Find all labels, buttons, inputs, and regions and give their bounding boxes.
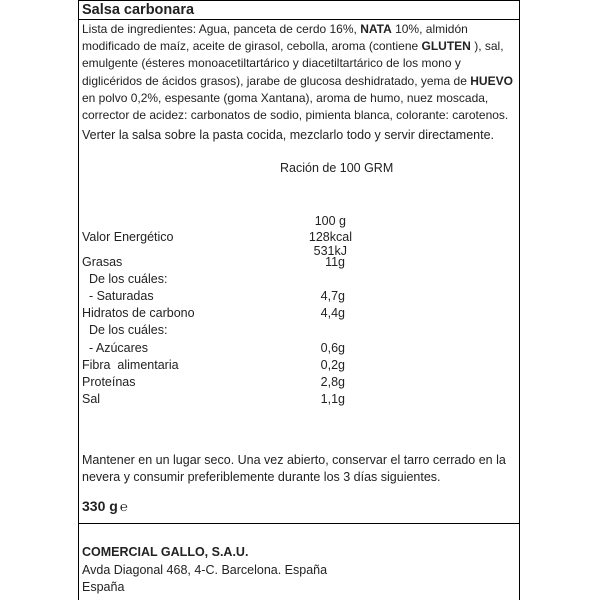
nutrient-value: 0,2g: [320, 357, 345, 372]
nutrient-value: 11g: [325, 255, 345, 269]
top-rule: [79, 0, 519, 1]
ingredients-text: ), sal,: [470, 39, 504, 54]
ingredients-line: [82, 107, 513, 124]
product-title: Salsa carbonara: [82, 2, 195, 18]
portion-text: Ración de 100 GRM: [280, 161, 394, 175]
company-country: España: [82, 580, 125, 594]
nutrient-label: Sal: [82, 391, 101, 406]
net-weight-value: 330 g: [82, 498, 118, 514]
ingredients-text: corrector de acidez: carbonatos de sodio, pimienta blanca, colorante: carotenos.: [82, 108, 509, 123]
nutrient-label: De los cuáles:: [82, 272, 168, 287]
estimated-mark-icon: ℮: [119, 499, 128, 514]
column-header: 100 g: [314, 214, 346, 228]
title-rule: [79, 19, 519, 20]
ingredients-line: [82, 73, 513, 90]
label-frame: [78, 0, 520, 600]
company-name: COMERCIAL GALLO, S.A.U.: [82, 545, 249, 559]
instructions-text: Verter la salsa sobre la pasta cocida, mezclarlo todo y servir directamente.: [82, 128, 494, 142]
allergen-text: HUEVO: [470, 73, 513, 88]
nutrient-label: - Saturadas: [82, 289, 154, 304]
company-rule: [79, 523, 519, 524]
nutrient-label: De los cuáles:: [82, 323, 168, 338]
ingredients-text: modificado de maíz, aceite de girasol, cebolla, aroma (contiene: [82, 39, 422, 54]
net-weight: [82, 498, 128, 514]
ingredients-text: emulgente (ésteres monoacetiltartárico y diacetiltartárico de los mono y: [82, 56, 461, 71]
ingredients-text: Lista de ingredientes: Agua, panceta de cerdo 16%,: [82, 22, 361, 36]
energy-label: Valor Energético: [82, 230, 174, 244]
nutrient-label: Hidratos de carbono: [82, 306, 195, 321]
ingredients-text: 10%, almidón: [391, 22, 468, 36]
nutrient-label: - Azúcares: [82, 340, 148, 355]
nutrient-value: 4,7g: [320, 289, 345, 304]
nutrient-value: 0,6g: [320, 340, 345, 355]
ingredients-line: [82, 38, 513, 55]
ingredients-text: diglicéridos de ácidos grasos), jarabe de glucosa deshidratado, yema de: [82, 73, 471, 88]
allergen-text: GLUTEN: [421, 39, 471, 54]
energy-kcal: 128kcal: [308, 230, 352, 244]
storage-line-2: nevera y consumir preferiblemente durante los 3 días siguientes.: [82, 470, 441, 484]
nutrient-value: 4,4g: [320, 306, 345, 321]
nutrient-value: 1,1g: [320, 391, 345, 406]
ingredients-list: [82, 21, 513, 124]
energy-kj: 531kJ: [313, 244, 347, 258]
nutrient-label: Proteínas: [82, 374, 136, 389]
nutrient-label: Fibra alimentaria: [82, 357, 179, 372]
ingredients-line: [82, 90, 513, 107]
ingredients-text: en polvo 0,2%, espesante (goma Xantana), aroma de humo, nuez moscada,: [82, 90, 489, 105]
ingredients-line: [82, 55, 513, 72]
nutrient-label: Grasas: [82, 255, 123, 269]
company-address: Avda Diagonal 468, 4-C. Barcelona. España: [82, 563, 328, 577]
nutrient-value: 2,8g: [320, 374, 345, 389]
storage-line-1: Mantener en un lugar seco. Una vez abierto, conservar el tarro cerrado en la: [82, 453, 506, 467]
allergen-text: NATA: [360, 22, 392, 36]
ingredients-line: [82, 21, 513, 38]
